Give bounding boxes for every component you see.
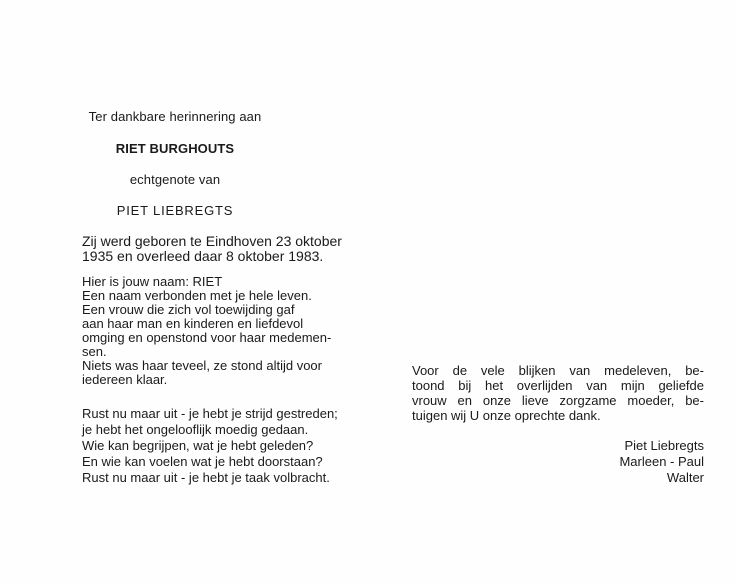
poem-line: iedereen klaar. <box>82 372 168 387</box>
poem-paragraph-2 <box>82 406 338 487</box>
poem-line: Rust nu maar uit - je hebt je strijd gestreden; <box>82 406 338 421</box>
poem-line: Rust nu maar uit - je hebt je taak volbracht. <box>82 470 330 485</box>
birth-death-line: Zij werd geboren te Eindhoven 23 oktober <box>82 233 342 249</box>
poem-line: Een vrouw die zich vol toewijding gaf <box>82 302 295 317</box>
poem-line: Niets was haar teveel, ze stond altijd voor <box>82 358 322 373</box>
poem-line: Een naam verbonden met je hele leven. <box>82 288 312 303</box>
poem-paragraph-1 <box>82 274 332 387</box>
thanks-paragraph <box>412 363 704 423</box>
poem-line: Wie kan begrijpen, wat je hebt geleden? <box>82 438 314 453</box>
spouse-name: PIET LIEBREGTS <box>116 203 234 218</box>
intro-text: Ter dankbare herinnering aan <box>88 109 262 124</box>
poem-line: omging en openstond voor haar medemen- <box>82 330 332 345</box>
poem-line: aan haar man en kinderen en liefdevol <box>82 316 304 331</box>
poem-line: sen. <box>82 344 107 359</box>
relation-text: echtgenote van <box>129 172 221 187</box>
signatures <box>560 438 704 486</box>
birth-death-paragraph <box>82 233 342 264</box>
deceased-name: RIET BURGHOUTS <box>115 141 235 156</box>
thanks-line: vrouw en onze lieve zorgzame moeder, be- <box>412 393 704 408</box>
poem-line: En wie kan voelen wat je hebt doorstaan? <box>82 454 323 469</box>
signature-line: Marleen - Paul <box>619 454 704 469</box>
poem-line: je hebt het ongelooflijk moedig gedaan. <box>82 422 309 437</box>
thanks-line: Voor de vele blijken van medeleven, be- <box>412 363 704 378</box>
thanks-line: tuigen wij U onze oprechte dank. <box>412 408 601 423</box>
birth-death-line: 1935 en overleed daar 8 oktober 1983. <box>82 248 324 264</box>
poem-line: Hier is jouw naam: RIET <box>82 274 223 289</box>
thanks-line: toond bij het overlijden van mijn geliefde <box>412 378 704 393</box>
signature-line: Walter <box>666 470 704 485</box>
signature-line: Piet Liebregts <box>624 438 704 453</box>
